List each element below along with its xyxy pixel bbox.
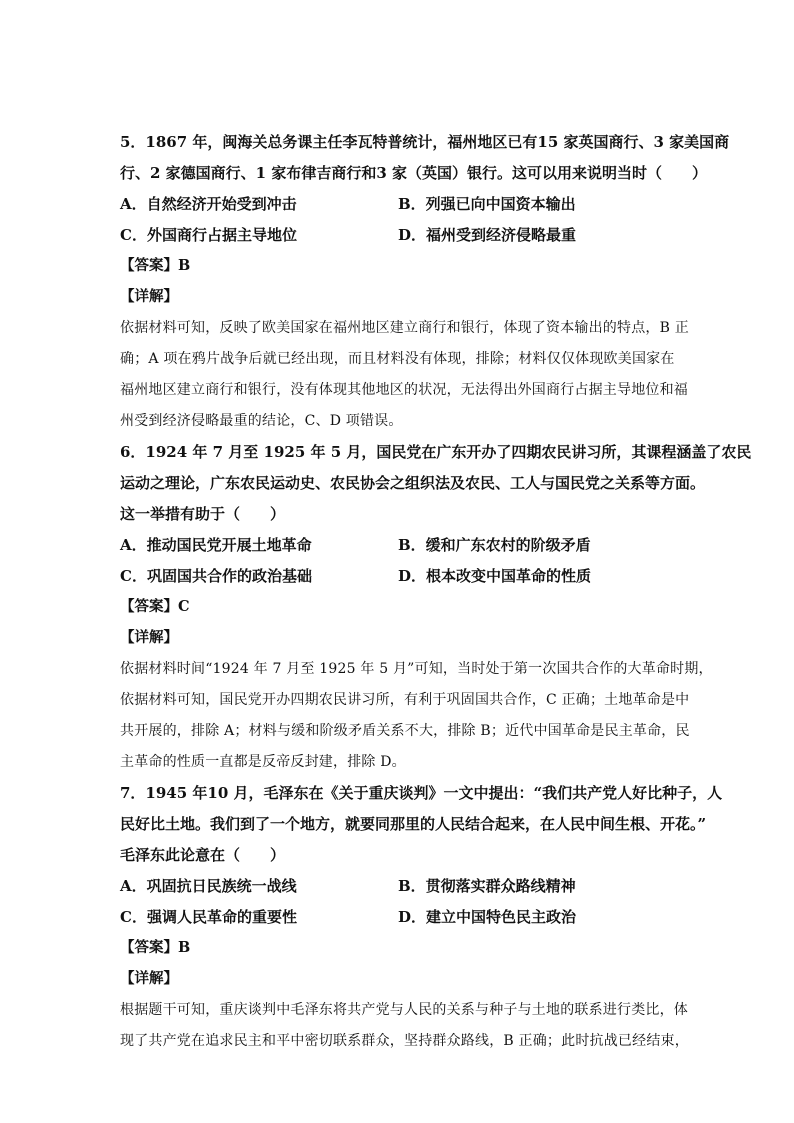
q5-explanation-line3: 福州地区建立商行和银行，没有体现其他地区的状况，无法得出外国商行占据主导地位和福: [120, 382, 688, 398]
q6-option-b: B．缓和广东农村的阶级矛盾: [398, 536, 591, 554]
q5-stem-line1: 5．1867 年，闽海关总务课主任李瓦特普统计，福州地区已有15 家英国商行、3 家美国商: [120, 133, 730, 151]
q5-explanation-line1: 依据材料可知，反映了欧美国家在福州地区建立商行和银行，体现了资本输出的特点，B 正: [120, 320, 689, 336]
q6-option-a: A．推动国民党开展土地革命: [120, 536, 312, 554]
q5-explanation-line2: 确；A 项在鸦片战争后就已经出现，而且材料没有体现，排除；材料仅仅体现欧美国家在: [120, 351, 675, 367]
q5-option-b: B．列强已向中国资本输出: [398, 195, 576, 213]
q5-option-d: D．福州受到经济侵略最重: [398, 226, 577, 244]
q7-stem-line2: 民好比土地。我们到了一个地方，就要同那里的人民结合起来，在人民中间生根、开花。”: [120, 815, 707, 833]
q7-option-a: A．巩固抗日民族统一战线: [120, 877, 297, 895]
q5-answer: 【答案】B: [120, 257, 191, 274]
q6-option-d: D．根本改变中国革命的性质: [398, 567, 592, 585]
q7-stem-line3: 毛泽东此论意在（ ）: [120, 846, 286, 864]
q6-explanation-line1: 依据材料时间“1924 年 7 月至 1925 年 5 月”可知，当时处于第一次国共合作的大革命时期，: [120, 661, 713, 677]
q6-option-c: C．巩固国共合作的政治基础: [120, 567, 312, 585]
q6-stem-line3: 这一举措有助于（ ）: [120, 505, 286, 523]
q7-option-b: B．贯彻落实群众路线精神: [398, 877, 576, 895]
q5-explanation-line4: 州受到经济侵略最重的结论，C、D 项错误。: [120, 413, 403, 429]
q7-stem-line1: 7．1945 年10 月，毛泽东在《关于重庆谈判》一文中提出：“我们共产党人好比种子，人: [120, 784, 723, 802]
q5-option-a: A．自然经济开始受到冲击: [120, 195, 297, 213]
q6-detail-label: 【详解】: [120, 629, 178, 646]
q7-explanation-line1: 根据题干可知，重庆谈判中毛泽东将共产党与人民的关系与种子与土地的联系进行类比，体: [120, 1002, 688, 1018]
q6-answer: 【答案】C: [120, 598, 190, 615]
q6-stem-line1: 6．1924 年 7 月至 1925 年 5 月，国民党在广东开办了四期农民讲习所，其课程涵盖了农民: [120, 443, 752, 461]
q5-stem-line2: 行、2 家德国商行、1 家布律吉商行和3 家（英国）银行。这可以用来说明当时（ ）: [120, 164, 707, 182]
q6-explanation-line3: 共开展的，排除 A；材料与缓和阶级矛盾关系不大，排除 B；近代中国革命是民主革命，民: [120, 723, 690, 739]
q5-detail-label: 【详解】: [120, 288, 178, 305]
q7-detail-label: 【详解】: [120, 970, 178, 987]
q7-option-c: C．强调人民革命的重要性: [120, 908, 297, 926]
q7-option-d: D．建立中国特色民主政治: [398, 908, 577, 926]
q6-explanation-line4: 主革命的性质一直都是反帝反封建，排除 D。: [120, 754, 406, 770]
q7-explanation-line2: 现了共产党在追求民主和平中密切联系群众，坚持群众路线，B 正确；此时抗战已经结束，: [120, 1033, 689, 1049]
q6-stem-line2: 运动之理论，广东农民运动史、农民协会之组织法及农民、工人与国民党之关系等方面。: [120, 474, 706, 492]
q7-answer: 【答案】B: [120, 939, 191, 956]
q6-explanation-line2: 依据材料可知，国民党开办四期农民讲习所，有利于巩固国共合作，C 正确；土地革命是中: [120, 692, 690, 708]
q5-option-c: C．外国商行占据主导地位: [120, 226, 297, 244]
